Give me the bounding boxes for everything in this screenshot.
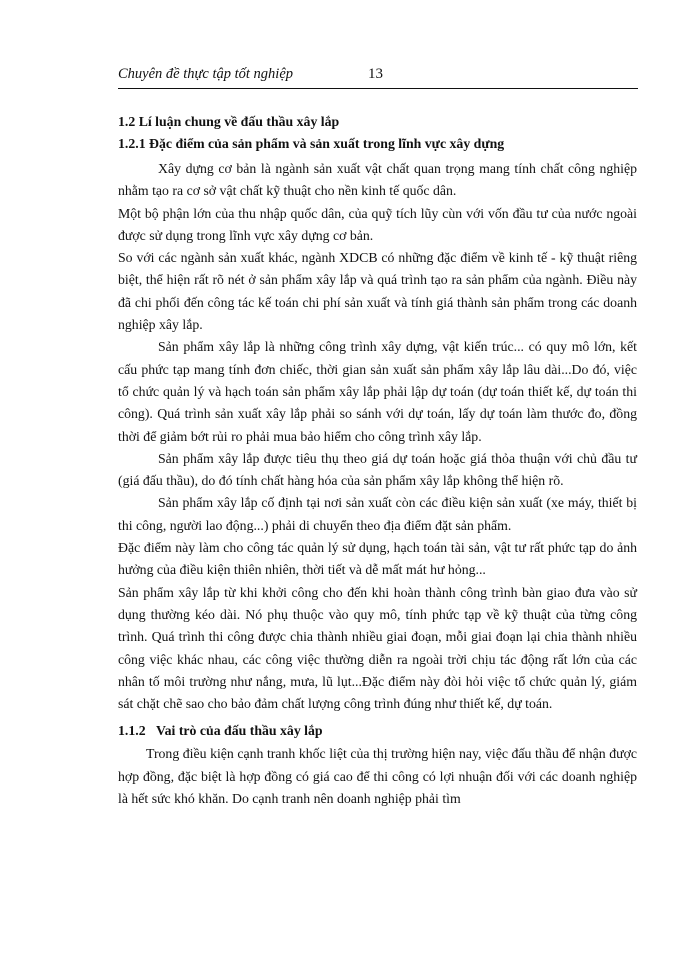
subsection-heading-2 [118,721,637,741]
page-number: 13 [368,66,383,82]
paragraph: Sản phẩm xây lắp là những công trình xây dựng, vật kiến trúc... có quy mô lớn, kết cấu phức tạp mang tính đơn chiếc, thời gian sản xuất sản phẩm xây lắp lâu dài...Do đó, việc tổ chức quản lý và hạch toán sản phẩm xây lắp phải lập dự toán (dự toán thiết kế, dự toán thi công). Quá trình sản xuất xây lắp phải so sánh với dự toán, lấy dự toán làm thước đo, đồng thời để giảm bớt rủi ro phải mua bảo hiểm cho công trình xây lắp. [118,339,637,444]
page-header [118,64,638,88]
paragraph: Một bộ phận lớn của thu nhập quốc dân, của quỹ tích lũy cùn với vốn đầu tư của nước ngoài được sử dụng trong lĩnh vực xây dựng cơ bản. [118,205,637,243]
heading-number: 1.1.2 [118,723,146,739]
document-body [118,112,637,810]
paragraph: Sản phẩm xây lắp cố định tại nơi sản xuất còn các điều kiện sản xuất (xe máy, thiết bị thi công, người lao động...) phải di chuyển theo địa điểm đặt sản phẩm. [118,495,637,533]
subsection-heading: 1.2.1 Đặc điểm của sản phẩm và sản xuất trong lĩnh vực xây dựng [118,136,505,151]
paragraph: Đặc điểm này làm cho công tác quản lý sử dụng, hạch toán tài sản, vật tư rất phức tạp do ảnh hưởng của điều kiện thiên nhiên, thời tiết và dễ mất mát hư hỏng... [118,540,637,578]
section-heading: 1.2 Lí luận chung về đấu thầu xây lắp [118,114,340,129]
paragraph: So với các ngành sản xuất khác, ngành XDCB có những đặc điểm về kinh tế - kỹ thuật riêng biệt, thể hiện rất rõ nét ở sản phẩm xây lắp và quá trình tạo ra sản phẩm của ngành. Điều này đã chi phối đến công tác kế toán chi phí sản xuất và tính giá thành sản phẩm trong các doanh nghiệp xây lắp. [118,250,637,333]
header-title: Chuyên đề thực tập tốt nghiệp [118,66,294,82]
paragraph: Sản phẩm xây lắp được tiêu thụ theo giá dự toán hoặc giá thỏa thuận với chủ đầu tư (giá đấu thầu), do đó tính chất hàng hóa của sản phẩm xây lắp không thể hiện rõ. [118,450,637,489]
paragraph: Trong điều kiện cạnh tranh khốc liệt của thị trường hiện nay, việc đấu thầu để nhận được hợp đồng, đặc biệt là hợp đồng có giá cao để thi công có lợi nhuận đối với các doanh nghiệp là hết sức khó khăn. Do cạnh tranh nên doanh nghiệp phải tìm [118,746,637,807]
heading-text: Vai trò của đấu thầu xây lắp [155,723,323,739]
paragraph: Xây dựng cơ bản là ngành sản xuất vật chất quan trọng mang tính chất công nghiệp nhằm tạo ra cơ sở vật chất kỹ thuật cho nền kinh tế quốc dân. [118,161,637,199]
header-rule [118,88,638,89]
paragraph: Sản phẩm xây lắp từ khi khởi công cho đến khi hoàn thành công trình bàn giao đưa vào sử dụng thường kéo dài. Nó phụ thuộc vào quy mô, tính phức tạp về kỹ thuật của từng công trình. Quá trình thi công được chia thành nhiều giai đoạn, mỗi giai đoạn lại chia thành nhiều công việc khác nhau, các công việc thường diễn ra ngoài trời chịu tác động rất lớn của các nhân tố môi trường như nắng, mưa, lũ lụt...Đặc điểm này đòi hỏi việc tổ chức quản lý, giám sát chặt chẽ sao cho bảo đảm chất lượng công trình đúng như thiết kế, dự toán. [118,584,637,712]
